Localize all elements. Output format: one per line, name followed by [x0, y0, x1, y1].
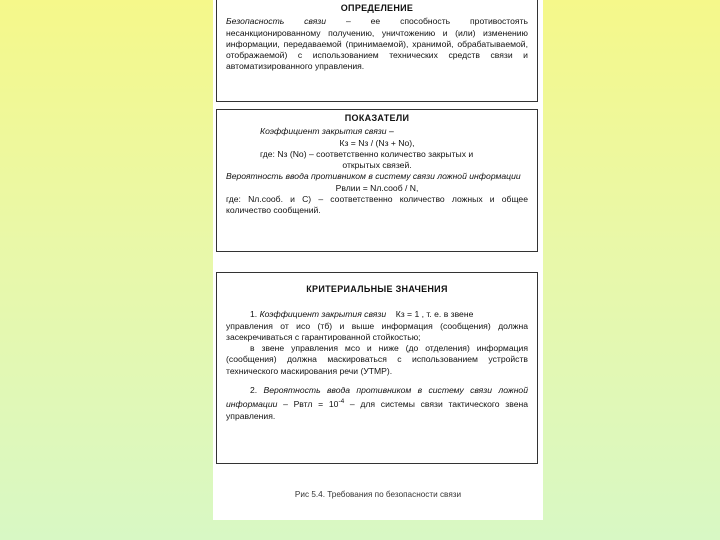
definition-box	[216, 0, 538, 102]
p-where: где: Nл.сооб. и С) – соответственно количество ложных и общее количество сообщений.	[226, 194, 528, 216]
p-formula: Рвлии = Nл.сооб / N,	[335, 182, 419, 193]
item2-number: 2.	[250, 385, 258, 396]
item1-text: управления от исо (тб) и выше информация (сообщения) должна засекречиваться с гарантированной стойкостью;	[226, 320, 528, 342]
definition-term: Безопасность связи	[226, 16, 327, 27]
document-sheet	[213, 0, 543, 520]
definition-text	[226, 16, 528, 72]
item2-text-a: – Рвтл = 10	[277, 399, 339, 410]
indicators-title: ПОКАЗАТЕЛИ	[344, 113, 410, 123]
item1-number: 1.	[250, 309, 258, 320]
criteria-item-1-head	[226, 309, 528, 320]
k-where: где: Nз (Nо) – соответственно количество закрытых и	[260, 148, 474, 159]
figure-caption: Рис 5.4. Требования по безопасности связи	[294, 490, 462, 499]
k-where-2: открытых связей.	[342, 160, 412, 171]
item1-value: Кз = 1 , т. е. в звене	[395, 309, 474, 320]
p-label: Вероятность ввода противником в систему связи ложной информации	[226, 171, 521, 182]
criteria-box	[216, 272, 538, 464]
k-formula: Кз = Nз / (Nз + Nо),	[339, 137, 415, 148]
item1-term: Коэффициент закрытия связи	[259, 309, 387, 320]
item2-exponent: -4	[338, 398, 345, 406]
criteria-item-2	[226, 385, 528, 422]
item2-text-b: – для системы связи тактического звена управления.	[226, 399, 528, 421]
k-label: Коэффициент закрытия связи –	[260, 126, 394, 137]
indicators-box	[216, 109, 538, 252]
item2-term: Вероятность ввода противником в систему связи ложной информации	[226, 385, 528, 410]
definition-title: ОПРЕДЕЛЕНИЕ	[340, 3, 414, 13]
item1-text-2: в звене управления мсо и ниже (до отделения) информация (сообщения) должна маскироваться с использованием устройств технического маскирования речи (УТМР).	[226, 343, 528, 376]
criteria-title: КРИТЕРИАЛЬНЫЕ ЗНАЧЕНИЯ	[306, 284, 448, 294]
definition-body: – ее способность противостоять несанкционированному получению, уничтожению и (или) изменению информации, передаваемой (принимаемой), хранимой, обрабатываемой, отображаемой) с использованием технических средств связи и автоматизированного управления.	[226, 16, 528, 72]
